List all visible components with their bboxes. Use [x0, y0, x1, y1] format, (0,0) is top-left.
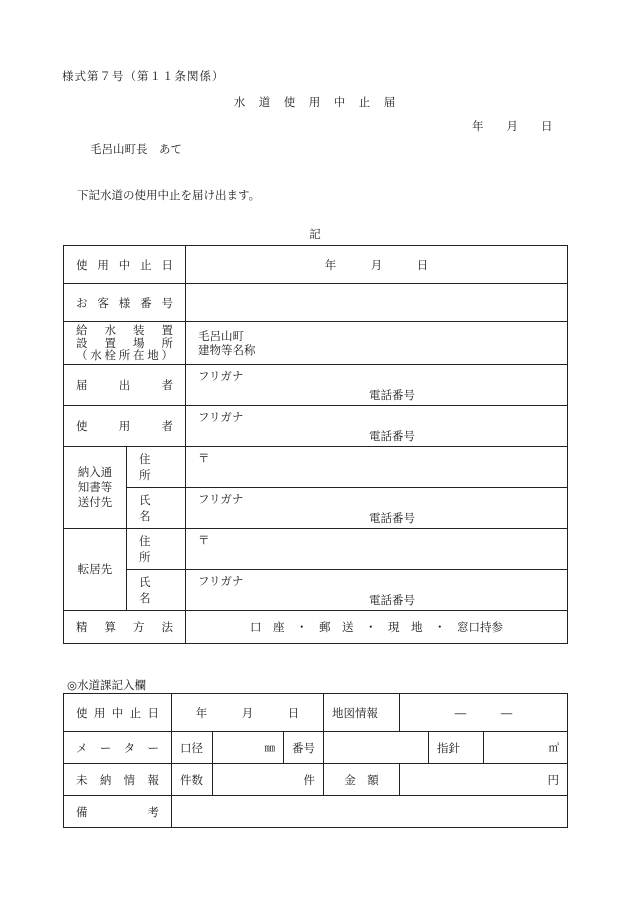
submission-date: 年 月 日: [472, 119, 553, 133]
notifier-label: 届 出 者: [64, 364, 186, 405]
phone-label: 電話番号: [369, 428, 415, 443]
table-row: [64, 764, 568, 796]
table-row: [64, 694, 568, 732]
new-name-field[interactable]: [186, 569, 568, 610]
remarks-field[interactable]: [172, 796, 568, 828]
table-row: [64, 322, 568, 365]
settlement-method-options[interactable]: 口 座 ・ 郵 送 ・ 現 地 ・ 窓口持参: [186, 610, 568, 643]
unpaid-count-label: 件数: [172, 764, 213, 796]
customer-number-field[interactable]: [186, 284, 568, 322]
map-info-field[interactable]: ― ―: [400, 694, 568, 732]
supply-location-label-line3: （水栓所在地）: [76, 348, 173, 362]
table-row: [64, 364, 568, 405]
meter-number-label: 番号: [284, 732, 324, 764]
notice-name-label: 氏 名: [127, 487, 186, 528]
addressee: 毛呂山町長 あて: [90, 142, 182, 156]
furigana-label: フリガナ: [198, 573, 244, 588]
table-row: [64, 405, 568, 446]
new-residence-label: 転居先: [64, 528, 127, 610]
meter-label: メ ー タ ー: [64, 732, 172, 764]
document-title: 水 道 使 用 中 止 届: [233, 95, 397, 109]
remarks-label: 備 考: [64, 796, 172, 828]
form-number-label: 様式第７号（第１１条関係）: [62, 69, 225, 83]
map-info-label: 地図情報: [324, 694, 400, 732]
table-row: [64, 284, 568, 322]
table-row: [64, 732, 568, 764]
supply-location-label-line1: 給 水 装 置: [76, 323, 173, 337]
table-row: [64, 446, 568, 487]
table-row: [64, 610, 568, 643]
caliber-label: 口径: [172, 732, 213, 764]
table-row: [64, 528, 568, 569]
postal-mark: 〒: [198, 450, 210, 465]
memo-stop-date-field[interactable]: 年 月 日: [172, 694, 324, 732]
application-table: [63, 245, 568, 644]
supply-location-building: 建物等名称: [198, 342, 256, 357]
amount-field[interactable]: 円: [400, 764, 568, 796]
furigana-label: フリガナ: [198, 368, 244, 383]
new-address-label: 住 所: [127, 528, 186, 569]
meter-reading-field[interactable]: ㎥: [484, 732, 568, 764]
notifier-field[interactable]: [186, 364, 568, 405]
table-row: [64, 796, 568, 828]
phone-label: 電話番号: [369, 387, 415, 402]
new-name-label: 氏 名: [127, 569, 186, 610]
amount-label: 金 額: [324, 764, 400, 796]
unpaid-count-field[interactable]: 件: [213, 764, 324, 796]
table-row: [64, 246, 568, 284]
meter-reading-label: 指針: [429, 732, 484, 764]
intro-sentence: 下記水道の使用中止を届け出ます。: [77, 188, 261, 202]
stop-date-field[interactable]: 年 月 日: [186, 246, 568, 284]
settlement-method-label: 精 算 方 法: [64, 610, 186, 643]
new-address-field[interactable]: [186, 528, 568, 569]
notice-destination-label: 納入通知書等送付先: [64, 446, 127, 528]
furigana-label: フリガナ: [198, 409, 244, 424]
stop-date-label: 使用中止日: [64, 246, 186, 284]
notice-name-field[interactable]: [186, 487, 568, 528]
postal-mark: 〒: [198, 532, 210, 547]
meter-number-field[interactable]: [324, 732, 429, 764]
notice-address-label: 住 所: [127, 446, 186, 487]
water-dept-section-caption: ◎水道課記入欄: [67, 678, 147, 692]
ki-heading: 記: [309, 227, 321, 241]
user-label: 使 用 者: [64, 405, 186, 446]
caliber-field[interactable]: ㎜: [213, 732, 284, 764]
unpaid-info-label: 未納情報: [64, 764, 172, 796]
memo-stop-date-label: 使用中止日: [64, 694, 172, 732]
phone-label: 電話番号: [369, 510, 415, 525]
customer-number-label: お客様番号: [64, 284, 186, 322]
user-field[interactable]: [186, 405, 568, 446]
water-dept-table: [63, 693, 568, 828]
table-row: [64, 487, 568, 528]
phone-label: 電話番号: [369, 592, 415, 607]
supply-location-label: [64, 322, 186, 365]
supply-location-label-line2: 設 置 場 所: [76, 335, 173, 350]
notice-address-field[interactable]: [186, 446, 568, 487]
furigana-label: フリガナ: [198, 491, 244, 506]
table-row: [64, 569, 568, 610]
supply-location-field[interactable]: [186, 322, 568, 365]
supply-location-town: 毛呂山町: [198, 328, 244, 343]
